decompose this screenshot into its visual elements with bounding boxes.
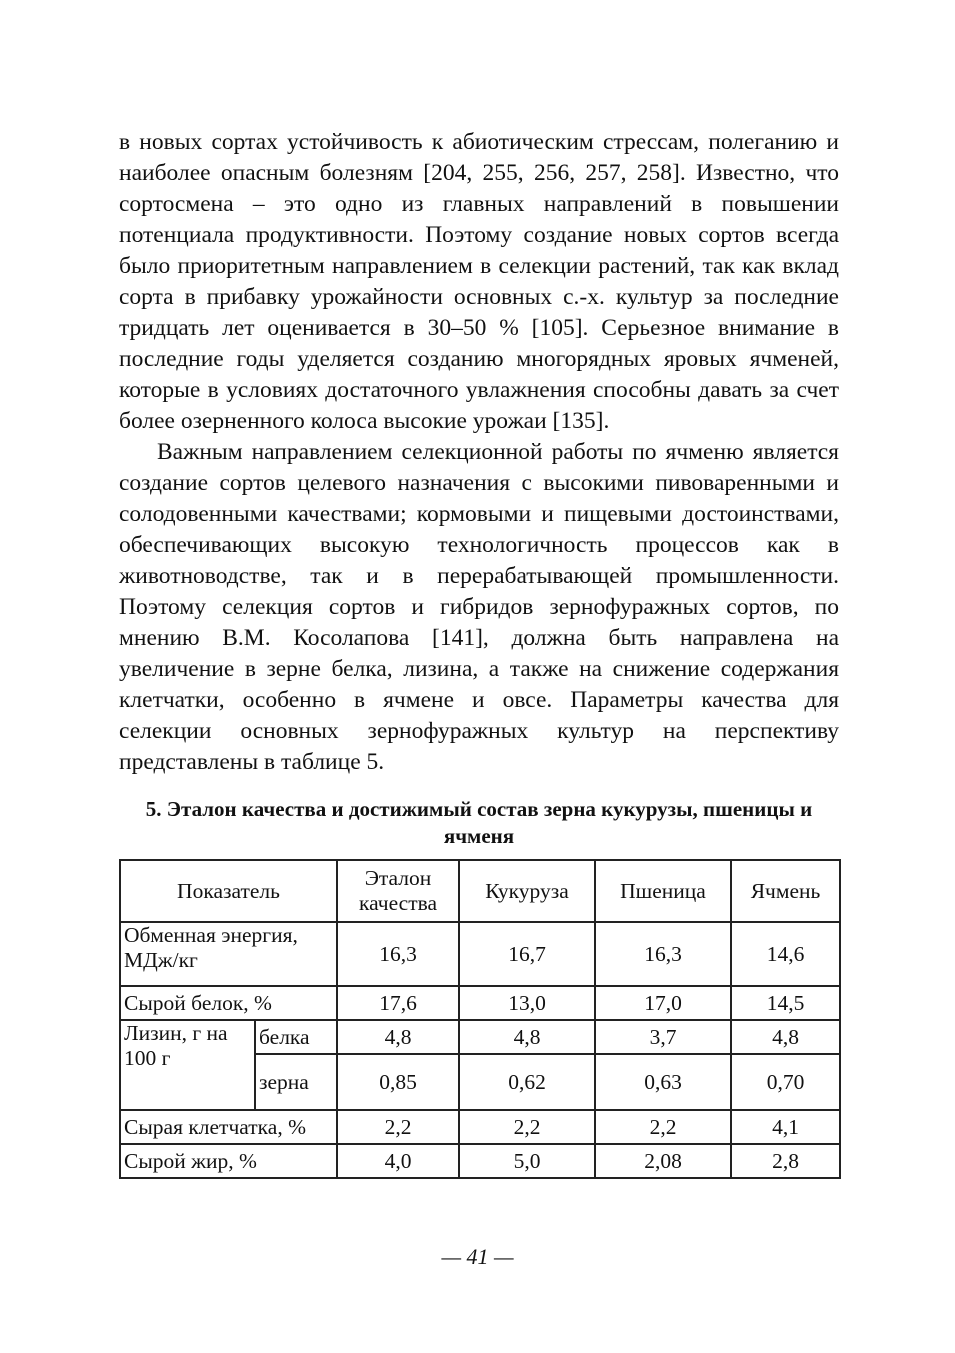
cell-energy-wheat: 16,3 [595,922,731,986]
header-barley: Ячмень [731,860,840,922]
row-label-fiber: Сырая клетчатка, % [120,1110,337,1144]
page-content [119,127,839,1179]
cell-lysine-protein-corn: 4,8 [459,1020,595,1054]
cell-protein-corn: 13,0 [459,986,595,1020]
paragraph-2: Важным направлением селекционной работы по ячменю является создание сортов целевого назначения с высокими пивоваренными и солодовенными качествами; кормовыми и пищевыми достоинствами, обеспечивающих высокую технологичность процессов как в животноводстве, так и в перерабатывающей промышленности. Поэтому селекция сортов и гибридов зернофуражных сортов, по мнению В.М. Косолапова [141], должна быть направлена на увеличение в зерне белка, лизина, а также на снижение содержания клетчатки, особенно в ячмене и овсе. Параметры качества для селекции основных зернофуражных культур на перспективу представлены в таблице 5. [119,439,839,775]
table-row [120,986,840,1020]
row-label-protein: Сырой белок, % [120,986,337,1020]
header-wheat: Пшеница [595,860,731,922]
table-row [120,1020,840,1054]
cell-lysine-grain-corn: 0,62 [459,1054,595,1110]
cell-lysine-grain-wheat: 0,63 [595,1054,731,1110]
cell-energy-standard: 16,3 [337,922,459,986]
cell-fiber-corn: 2,2 [459,1110,595,1144]
cell-lysine-grain-standard: 0,85 [337,1054,459,1110]
header-standard: Эталон качества [337,860,459,922]
cell-fiber-barley: 4,1 [731,1110,840,1144]
page-number: — 41 — [441,1244,514,1269]
header-indicator: Показатель [120,860,337,922]
row-sublabel-grain: зерна [255,1054,337,1110]
table-caption: 5. Эталон качества и достижимый состав зерна кукурузы, пшеницы и ячменя [145,797,813,848]
header-corn: Кукуруза [459,860,595,922]
cell-lysine-protein-standard: 4,8 [337,1020,459,1054]
row-label-energy: Обменная энергия, МДж/кг [120,922,337,986]
table-row [120,1110,840,1144]
cell-lysine-grain-barley: 0,70 [731,1054,840,1110]
cell-lysine-protein-barley: 4,8 [731,1020,840,1054]
cell-protein-standard: 17,6 [337,986,459,1020]
cell-energy-corn: 16,7 [459,922,595,986]
cell-fat-barley: 2,8 [731,1144,840,1178]
table-row [120,1144,840,1178]
row-label-lysine: Лизин, г на 100 г [120,1020,255,1110]
cell-protein-barley: 14,5 [731,986,840,1020]
cell-energy-barley: 14,6 [731,922,840,986]
cell-protein-wheat: 17,0 [595,986,731,1020]
cell-lysine-protein-wheat: 3,7 [595,1020,731,1054]
table-row [120,922,840,986]
cell-fat-wheat: 2,08 [595,1144,731,1178]
cell-fat-corn: 5,0 [459,1144,595,1178]
row-sublabel-protein: белка [255,1020,337,1054]
table-header-row [120,860,840,922]
quality-table [119,859,841,1179]
paragraph-1: в новых сортах устойчивость к абиотическим стрессам, полеганию и наиболее опасным болезням [204, 255, 256, 257, 258]. Известно, что сортосмена – это одно из главных направлений в повышении потенциала продуктивности. Поэтому создание новых сортов всегда было приоритетным направлением в селекции растений, так как вклад сорта в прибавку урожайности основных с.-х. культур за последние тридцать лет оценивается в 30–50 % [105]. Серьезное внимание в последние годы уделяется созданию многорядных яровых ячменей, которые в условиях достаточного увлажнения способны давать за счет более озерненного колоса высокие урожаи [135]. [119,129,839,434]
cell-fiber-wheat: 2,2 [595,1110,731,1144]
row-label-fat: Сырой жир, % [120,1144,337,1178]
cell-fiber-standard: 2,2 [337,1110,459,1144]
cell-fat-standard: 4,0 [337,1144,459,1178]
